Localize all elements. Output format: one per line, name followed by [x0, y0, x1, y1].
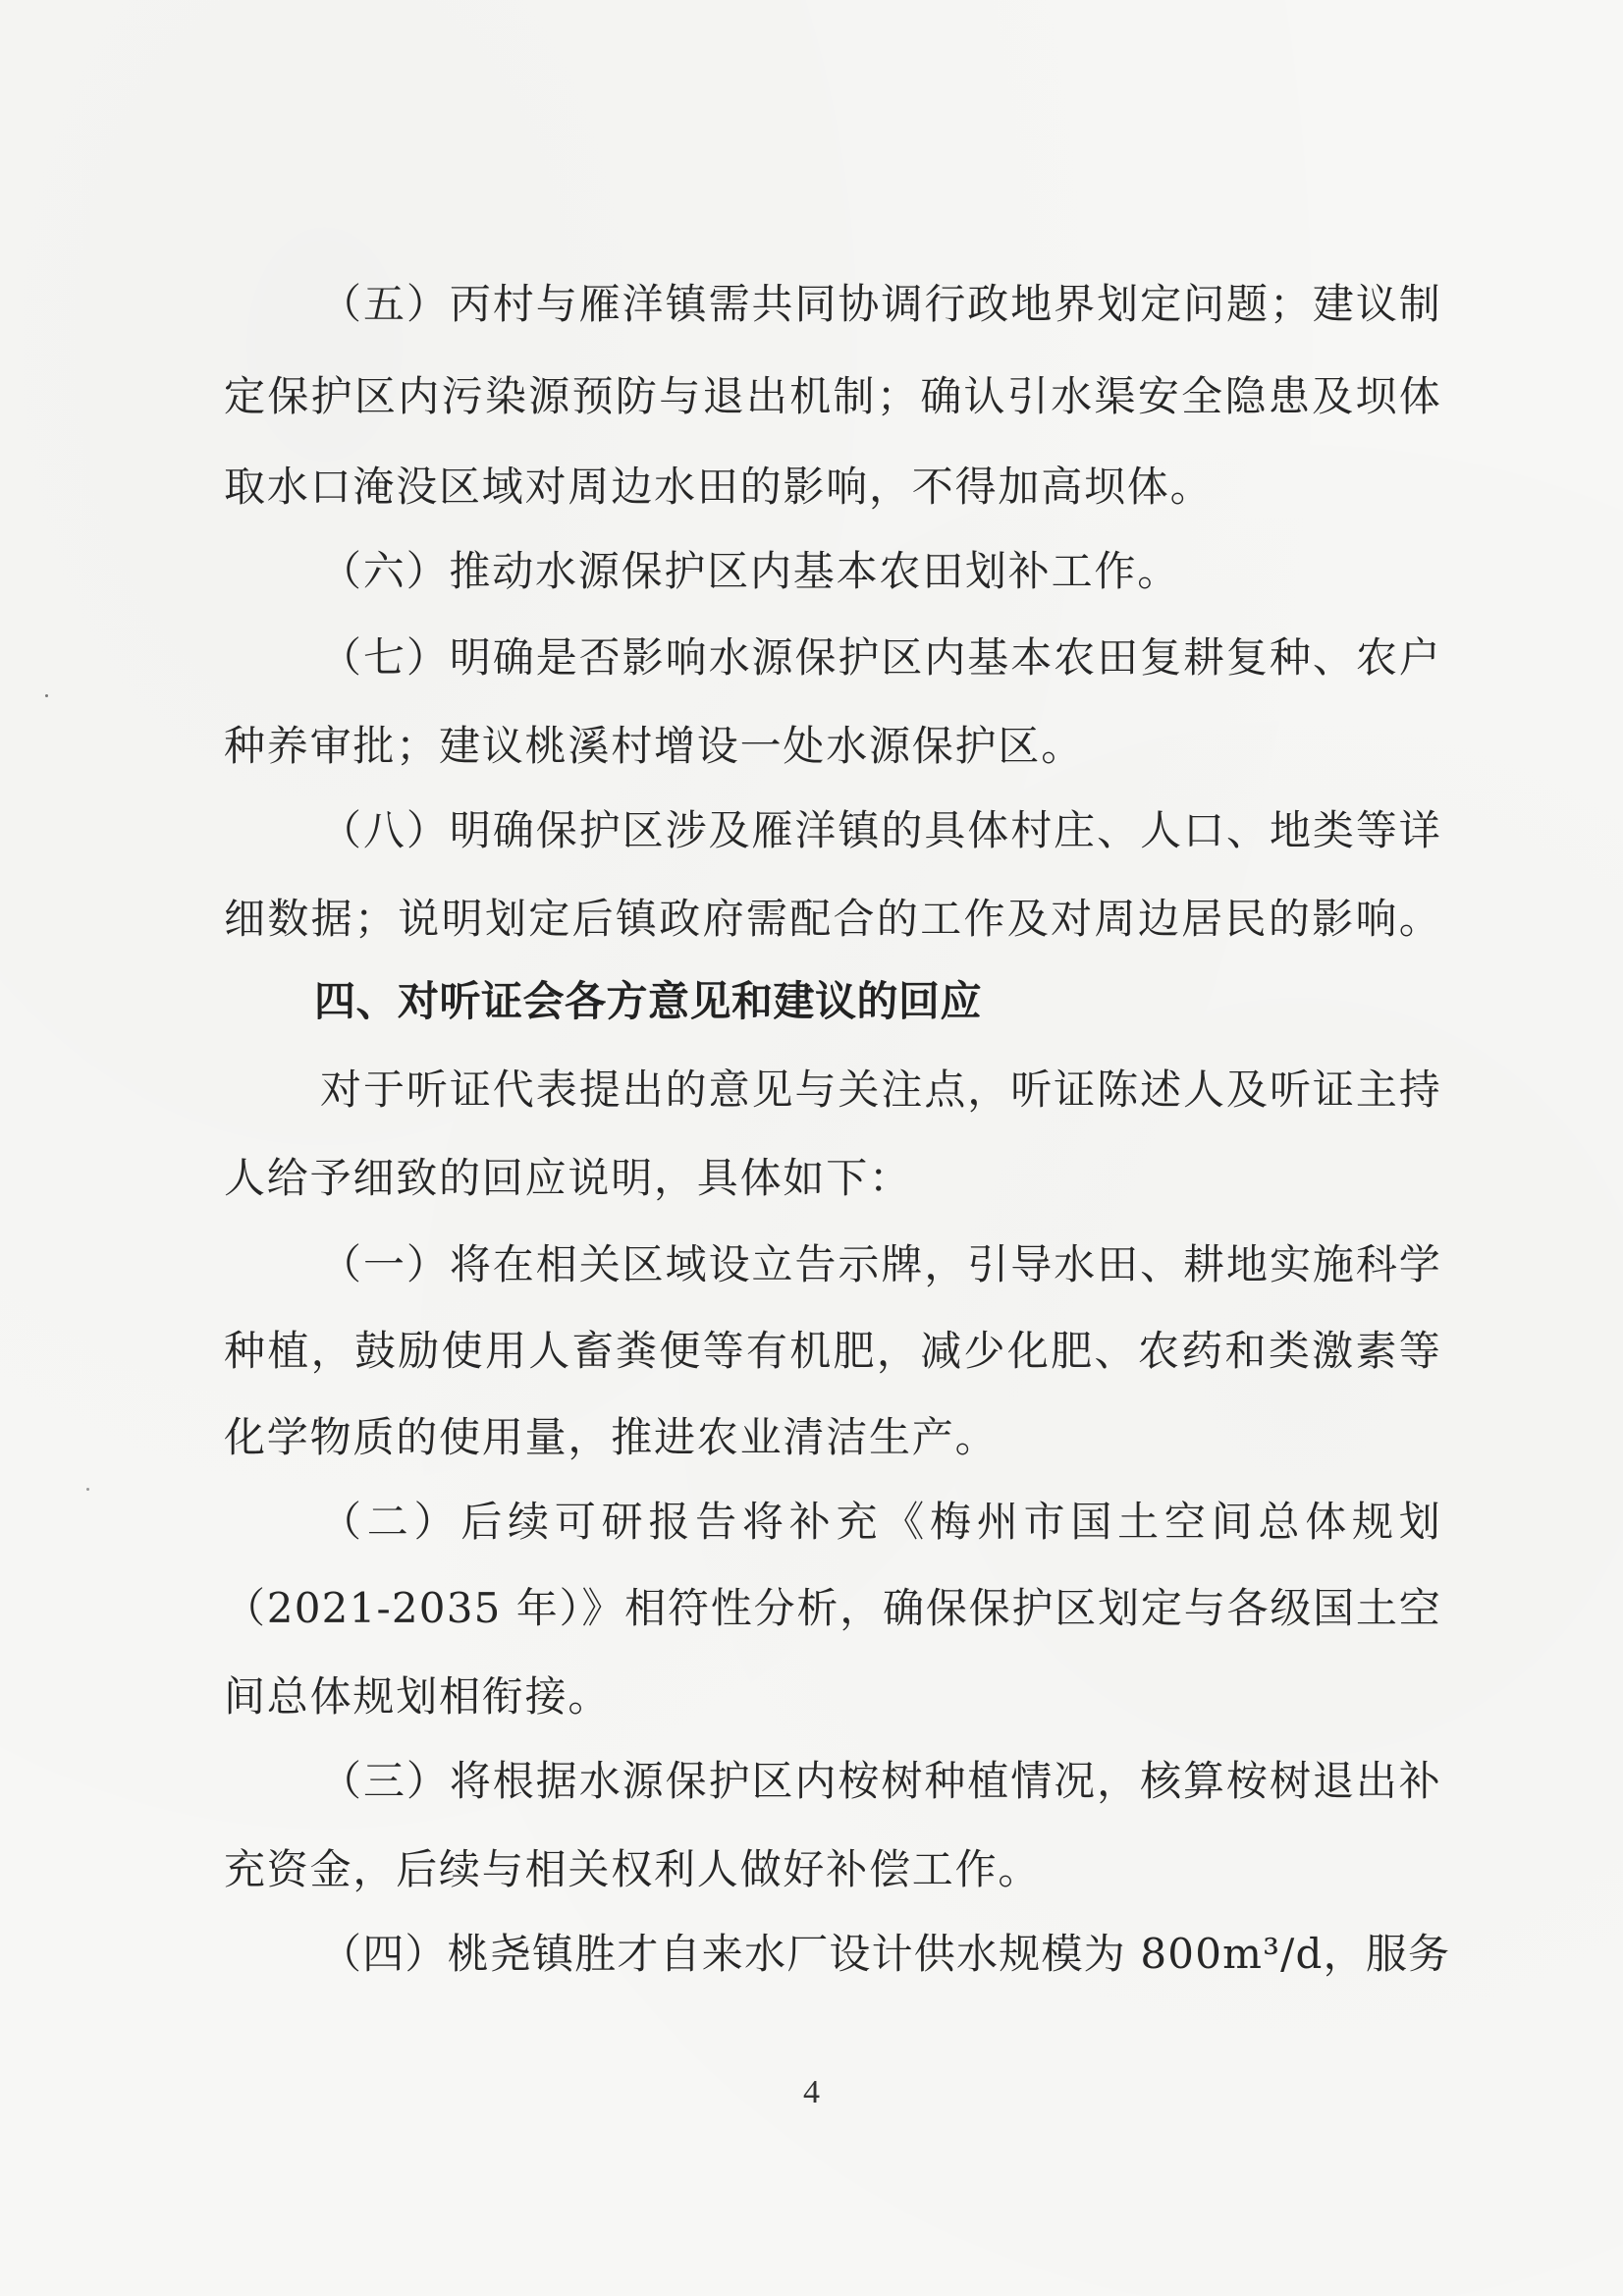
section-heading: 四、对听证会各方意见和建议的回应 — [314, 977, 983, 1025]
paragraph-item-5-line-2: 定保护区内污染源预防与退出机制；确认引水渠安全隐患及坝体 — [224, 372, 1441, 420]
paragraph-item-5-line-3: 取水口淹没区域对周边水田的影响，不得加高坝体。 — [224, 463, 1214, 511]
response-2-line-2: （2021-2035 年）》相符性分析，确保保护区划定与各级国土空 — [224, 1584, 1441, 1632]
page-number: 4 — [803, 2074, 820, 2110]
response-3-line-2: 充资金，后续与相关权利人做好补偿工作。 — [224, 1845, 1042, 1893]
response-3-line-1: （三）将根据水源保护区内桉树种植情况，核算桉树退出补 — [320, 1757, 1441, 1805]
scan-speck — [86, 1488, 89, 1491]
paragraph-item-8-line-2: 细数据；说明划定后镇政府需配合的工作及对周边居民的影响。 — [224, 895, 1441, 943]
paragraph-item-7-line-1: （七）明确是否影响水源保护区内基本农田复耕复种、农户 — [320, 633, 1441, 682]
intro-paragraph-line-2: 人给予细致的回应说明，具体如下： — [224, 1154, 912, 1202]
response-4-line-1: （四）桃尧镇胜才自来水厂设计供水规模为 800m³/d，服务 — [320, 1930, 1451, 1978]
scan-speck — [45, 694, 48, 697]
response-1-line-2: 种植，鼓励使用人畜粪便等有机肥，减少化肥、农药和类激素等 — [224, 1327, 1441, 1375]
intro-paragraph-line-1: 对于听证代表提出的意见与关注点，听证陈述人及听证主持 — [320, 1066, 1441, 1114]
paragraph-item-5-line-1: （五）丙村与雁洋镇需共同协调行政地界划定问题；建议制 — [320, 280, 1441, 328]
paragraph-item-7-line-2: 种养审批；建议桃溪村增设一处水源保护区。 — [224, 722, 1085, 770]
response-2-line-1: （二）后续可研报告将补充《梅州市国土空间总体规划 — [320, 1498, 1441, 1546]
response-1-line-1: （一）将在相关区域设立告示牌，引导水田、耕地实施科学 — [320, 1240, 1441, 1288]
paragraph-item-6-line-1: （六）推动水源保护区内基本农田划补工作。 — [320, 547, 1181, 595]
response-1-line-3: 化学物质的使用量，推进农业清洁生产。 — [224, 1413, 999, 1461]
response-2-line-3: 间总体规划相衔接。 — [224, 1672, 612, 1721]
paragraph-item-8-line-1: （八）明确保护区涉及雁洋镇的具体村庄、人口、地类等详 — [320, 806, 1441, 854]
